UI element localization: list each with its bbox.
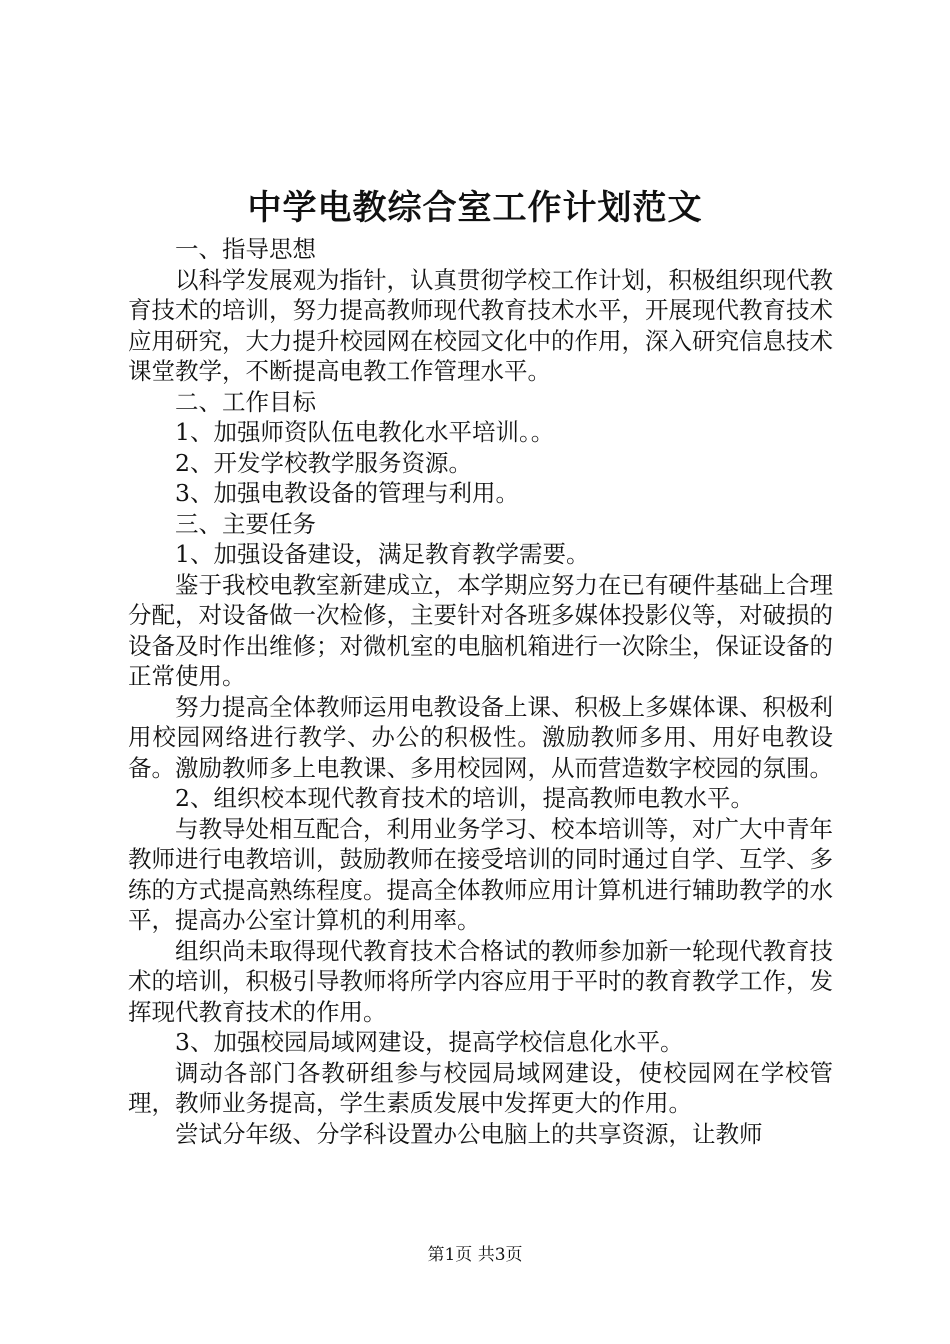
list-item-goal-2: 2、开发学校教学服务资源。 [175, 448, 472, 477]
page-footer: 第1页 共3页 [427, 1245, 523, 1265]
paragraph: 组织尚未取得现代教育技术合格试的教师参加新一轮现代教育技术的培训，积极引导教师将所学内容应用于平时的教育教学工作，发挥现代教育技术的作用。 [128, 936, 833, 1026]
list-item-goal-3: 3、加强电教设备的管理与利用。 [175, 479, 519, 507]
paragraph: 鉴于我校电教室新建成立，本学期应努力在已有硬件基础上合理分配，对设备做一次检修，主要针对各班多媒体投影仪等，对破损的设备及时作出维修；对微机室的电脑机箱进行一次除尘，保证设备的正常使用。 [128, 570, 833, 690]
subsection-heading-task-3: 3、加强校园局域网建设，提高学校信息化水平。 [175, 1028, 684, 1056]
paragraph: 与教导处相互配合，利用业务学习、校本培训等，对广大中青年教师进行电教培训，鼓励教师在接受培训的同时通过自学、互学、多练的方式提高熟练程度。提高全体教师应用计算机进行辅助教学的水平，提高办公室计算机的利用率。 [128, 814, 833, 934]
section-heading-work-goals: 二、工作目标 [175, 387, 316, 416]
paragraph: 以科学发展观为指针，认真贯彻学校工作计划，积极组织现代教育技术的培训，努力提高教师现代教育技术水平，开展现代教育技术应用研究，大力提升校园网在校园文化中的作用，深入研究信息技术课堂教学，不断提高电教工作管理水平。 [128, 265, 833, 385]
section-heading-main-tasks: 三、主要任务 [175, 509, 316, 538]
section-heading-guiding-ideology: 一、指导思想 [175, 235, 316, 263]
subsection-heading-task-1: 1、加强设备建设，满足教育教学需要。 [175, 540, 590, 568]
document-body [128, 234, 833, 1149]
paragraph: 努力提高全体教师运用电教设备上课、积极上多媒体课、积极利用校园网络进行教学、办公的积极性。激励教师多用、用好电教设备。激励教师多上电教课、多用校园网，从而营造数字校园的氛围。 [128, 692, 833, 782]
paragraph: 尝试分年级、分学科设置办公电脑上的共享资源，让教师 [175, 1119, 763, 1148]
paragraph: 调动各部门各教研组参与校园局域网建设，使校园网在学校管理，教师业务提高，学生素质发展中发挥更大的作用。 [128, 1058, 833, 1117]
subsection-heading-task-2: 2、组织校本现代教育技术的培训，提高教师电教水平。 [175, 784, 754, 812]
document-title: 中学电教综合室工作计划范文 [247, 188, 703, 228]
list-item-goal-1: 1、加强师资队伍电教化水平培训。。 [175, 418, 555, 446]
